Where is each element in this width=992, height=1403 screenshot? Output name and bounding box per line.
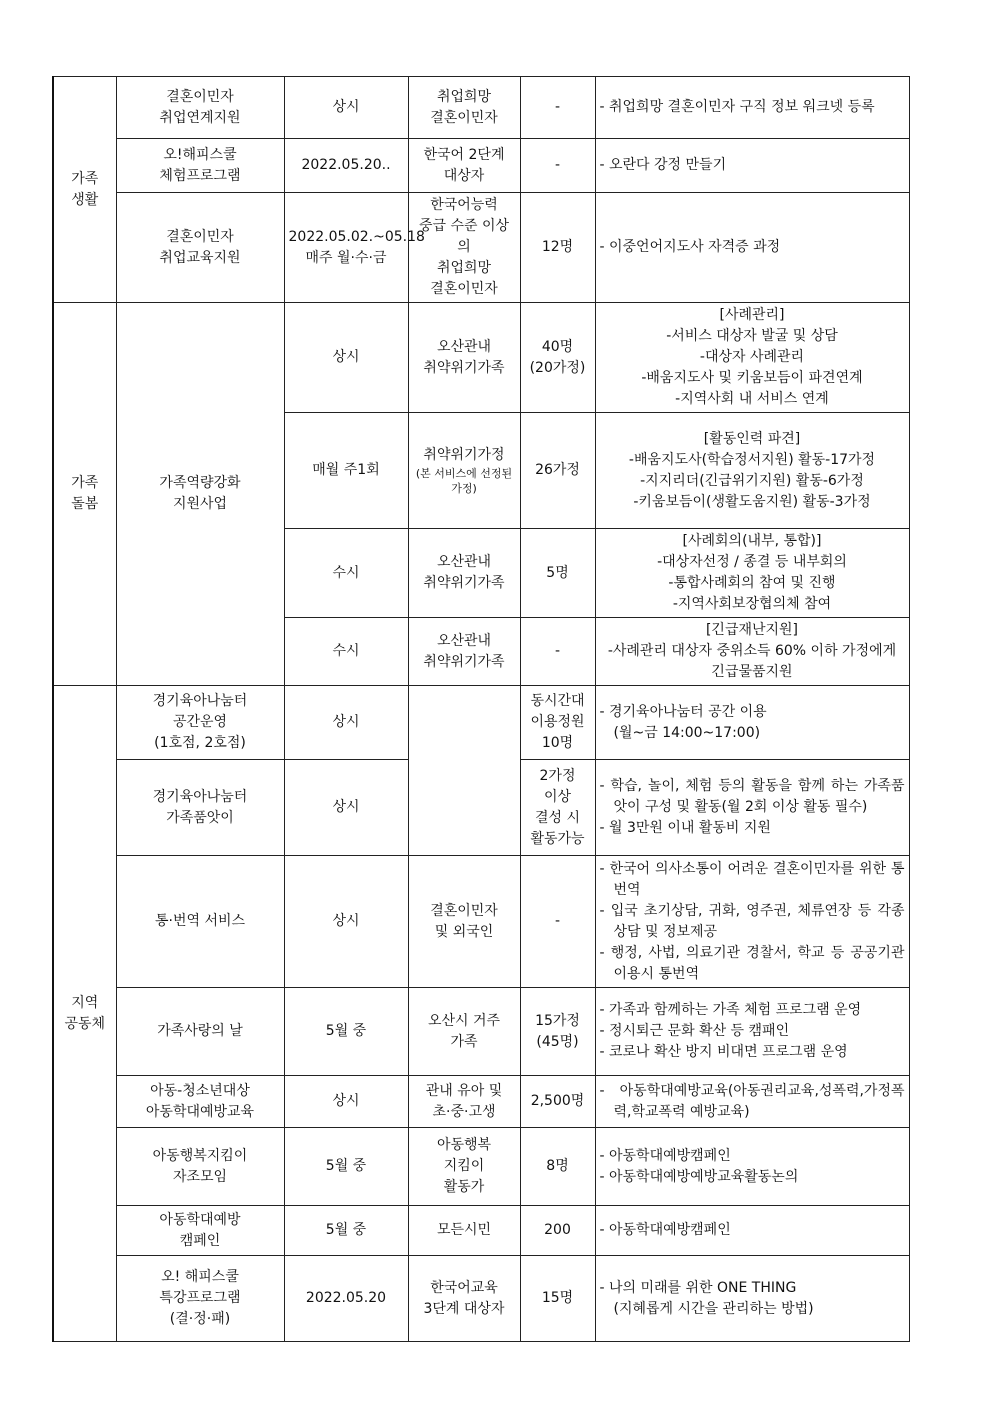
program-name: 오! 해피스쿨 특강프로그램 (결·정·패) bbox=[116, 1256, 284, 1342]
description-line: - 코로나 확산 방지 비대면 프로그램 운영 bbox=[599, 1044, 848, 1060]
description-line: - 가족과 함께하는 가족 체험 프로그램 운영 bbox=[599, 1002, 862, 1018]
period-cell: 상시 bbox=[284, 303, 408, 413]
count-cell: - bbox=[520, 856, 595, 988]
target-text: 취약위기가정 bbox=[423, 447, 505, 463]
description-line: -사례관리 대상자 중위소득 60% 이하 가정에게 긴급물품지원 bbox=[607, 643, 897, 680]
description-line: - 입국 초기상담, 귀화, 영주권, 체류연장 등 각종상담 및 정보제공 bbox=[599, 902, 905, 940]
category-family-care: 가족 돌봄 bbox=[53, 303, 116, 686]
table-row bbox=[53, 303, 909, 413]
table-row bbox=[53, 988, 909, 1076]
period-cell: 상시 bbox=[284, 686, 408, 760]
target-cell: 오산관내 취약위기가족 bbox=[408, 303, 520, 413]
description-line: - 학습, 놀이, 체험 등의 활동을 함께 하는 가족품앗이 구성 및 활동(월 2회 이상 활동 필수) bbox=[599, 778, 905, 815]
description-cell bbox=[595, 529, 909, 618]
target-cell: 모든시민 bbox=[408, 1206, 520, 1256]
period-cell: 2022.05.20.. bbox=[284, 139, 408, 193]
program-name: 통·번역 서비스 bbox=[116, 856, 284, 988]
table-row bbox=[53, 139, 909, 193]
table-row bbox=[53, 77, 909, 139]
count-cell: - bbox=[520, 139, 595, 193]
category-community: 지역 공동체 bbox=[53, 686, 116, 1342]
table-row bbox=[53, 1206, 909, 1256]
target-cell: 결혼이민자 및 외국인 bbox=[408, 856, 520, 988]
program-name: 아동행복지킴이 자조모임 bbox=[116, 1128, 284, 1206]
program-name: 오!해피스쿨 체험프로그램 bbox=[116, 139, 284, 193]
description-cell bbox=[595, 139, 909, 193]
period-cell: 상시 bbox=[284, 856, 408, 988]
target-cell: 한국어교육 3단계 대상자 bbox=[408, 1256, 520, 1342]
description-line: - 한국어 의사소통이 어려운 결혼이민자를 위한 통번역 bbox=[599, 860, 905, 898]
target-cell: 아동행복 지킴이 활동가 bbox=[408, 1128, 520, 1206]
table-row bbox=[53, 856, 909, 988]
description-line: - 아동학대예방예방교육활동논의 bbox=[599, 1168, 799, 1185]
count-cell: 8명 bbox=[520, 1128, 595, 1206]
description-heading: [사례관리] bbox=[719, 307, 785, 323]
description-heading: [긴급재난지원] bbox=[705, 622, 799, 638]
description-line: - 아동학대예방캠페인 bbox=[599, 1147, 731, 1164]
period-cell: 2022.05.02.~05.18 매주 월·수·금 bbox=[284, 193, 408, 303]
description-cell bbox=[595, 1206, 909, 1256]
table-row bbox=[53, 686, 909, 760]
description-cell bbox=[595, 413, 909, 529]
target-cell: 오산관내 취약위기가족 bbox=[408, 529, 520, 618]
program-name: 경기육아나눔터 공간운영 (1호점, 2호점) bbox=[116, 686, 284, 760]
description-line: - 아동학대예방캠페인 bbox=[599, 1222, 731, 1238]
count-cell: - bbox=[520, 618, 595, 686]
target-cell: 한국어능력 중급 수준 이상의 취업희망 결혼이민자 bbox=[408, 193, 520, 303]
description-line: -배움지도사(학습정서지원) 활동-17가정 bbox=[628, 451, 876, 468]
period-cell: 상시 bbox=[284, 77, 408, 139]
period-cell: 상시 bbox=[284, 1076, 408, 1128]
program-name: 결혼이민자 취업연계지원 bbox=[116, 77, 284, 139]
period-cell: 수시 bbox=[284, 529, 408, 618]
description-line: - 아동학대예방교육(아동권리교육,성폭력,가정폭력,학교폭력 예방교육) bbox=[599, 1082, 905, 1120]
target-cell bbox=[408, 686, 520, 856]
target-cell: 관내 유아 및 초·중·고생 bbox=[408, 1076, 520, 1128]
description-heading: [사례회의(내부, 통합)] bbox=[682, 533, 822, 549]
description-cell bbox=[595, 686, 909, 760]
program-name: 경기육아나눔터 가족품앗이 bbox=[116, 760, 284, 856]
description-line: - 월 3만원 이내 활동비 지원 bbox=[599, 820, 771, 836]
table-row bbox=[53, 193, 909, 303]
program-name: 아동-청소년대상 아동학대예방교육 bbox=[116, 1076, 284, 1128]
description-cell bbox=[595, 760, 909, 856]
description-cell bbox=[595, 303, 909, 413]
period-cell: 5월 중 bbox=[284, 988, 408, 1076]
description-cell bbox=[595, 77, 909, 139]
period-cell: 수시 bbox=[284, 618, 408, 686]
description-line: - 경기육아나눔터 공간 이용 (월~금 14:00~17:00) bbox=[599, 703, 767, 741]
description-cell bbox=[595, 193, 909, 303]
count-cell: 2가정 이상 결성 시 활동가능 bbox=[520, 760, 595, 856]
period-cell: 매월 주1회 bbox=[284, 413, 408, 529]
description-cell bbox=[595, 1128, 909, 1206]
table-row bbox=[53, 1128, 909, 1206]
description-heading: [활동인력 파견] bbox=[703, 430, 801, 447]
description-line: -배움지도사 및 키움보듬이 파견연계 bbox=[641, 370, 863, 386]
table-row bbox=[53, 1076, 909, 1128]
description-cell bbox=[595, 618, 909, 686]
period-cell: 5월 중 bbox=[284, 1128, 408, 1206]
count-cell: 15명 bbox=[520, 1256, 595, 1342]
description-line: - 취업희망 결혼이민자 구직 정보 워크넷 등록 bbox=[599, 99, 875, 115]
target-cell: 오산시 거주 가족 bbox=[408, 988, 520, 1076]
period-cell: 상시 bbox=[284, 760, 408, 856]
description-line: -통합사례회의 참여 및 진행 bbox=[668, 575, 836, 591]
description-line: - 정시퇴근 문화 확산 등 캠패인 bbox=[599, 1023, 790, 1039]
description-line: - 나의 미래를 위한 ONE THING (지혜롭게 시간을 관리하는 방법) bbox=[599, 1279, 814, 1317]
target-cell: 오산관내 취약위기가족 bbox=[408, 618, 520, 686]
description-line: - 오란다 강정 만들기 bbox=[599, 157, 727, 173]
count-cell: 5명 bbox=[520, 529, 595, 618]
period-cell: 2022.05.20 bbox=[284, 1256, 408, 1342]
description-line: -키움보듬이(생활도움지원) 활동-3가정 bbox=[633, 493, 871, 510]
description-line: - 이중언어지도사 자격증 과정 bbox=[599, 239, 781, 255]
program-schedule-table bbox=[52, 76, 910, 1342]
count-cell: - bbox=[520, 77, 595, 139]
target-note: (본 서비스에 선정된 가정) bbox=[415, 467, 513, 495]
count-cell: 200 bbox=[520, 1206, 595, 1256]
description-line: -서비스 대상자 발굴 및 상담 bbox=[666, 328, 838, 344]
description-line: -지지리더(긴급위기지원) 활동-6가정 bbox=[640, 472, 864, 489]
count-cell: 12명 bbox=[520, 193, 595, 303]
count-cell: 26가정 bbox=[520, 413, 595, 529]
target-cell: 한국어 2단계 대상자 bbox=[408, 139, 520, 193]
description-cell bbox=[595, 1076, 909, 1128]
count-cell: 40명 (20가정) bbox=[520, 303, 595, 413]
description-line: - 행정, 사법, 의료기관 경찰서, 학교 등 공공기관 이용시 통번역 bbox=[599, 944, 905, 982]
description-cell bbox=[595, 1256, 909, 1342]
description-cell bbox=[595, 988, 909, 1076]
description-line: -지역사회보장협의체 참여 bbox=[672, 596, 832, 612]
description-line: -대상자 사례관리 bbox=[699, 349, 805, 365]
count-cell: 2,500명 bbox=[520, 1076, 595, 1128]
period-cell: 5월 중 bbox=[284, 1206, 408, 1256]
program-name: 결혼이민자 취업교육지원 bbox=[116, 193, 284, 303]
description-line: -지역사회 내 서비스 연계 bbox=[675, 391, 829, 407]
description-line: -대상자선정 / 종결 등 내부회의 bbox=[657, 554, 847, 570]
count-cell: 15가정 (45명) bbox=[520, 988, 595, 1076]
count-cell: 동시간대 이용정원 10명 bbox=[520, 686, 595, 760]
category-family-life: 가족 생활 bbox=[53, 77, 116, 303]
target-cell: 취업희망 결혼이민자 bbox=[408, 77, 520, 139]
program-name: 가족사랑의 날 bbox=[116, 988, 284, 1076]
table-row bbox=[53, 1256, 909, 1342]
program-name: 아동학대예방 캠페인 bbox=[116, 1206, 284, 1256]
target-cell bbox=[408, 413, 520, 529]
description-cell bbox=[595, 856, 909, 988]
program-name: 가족역량강화 지원사업 bbox=[116, 303, 284, 686]
